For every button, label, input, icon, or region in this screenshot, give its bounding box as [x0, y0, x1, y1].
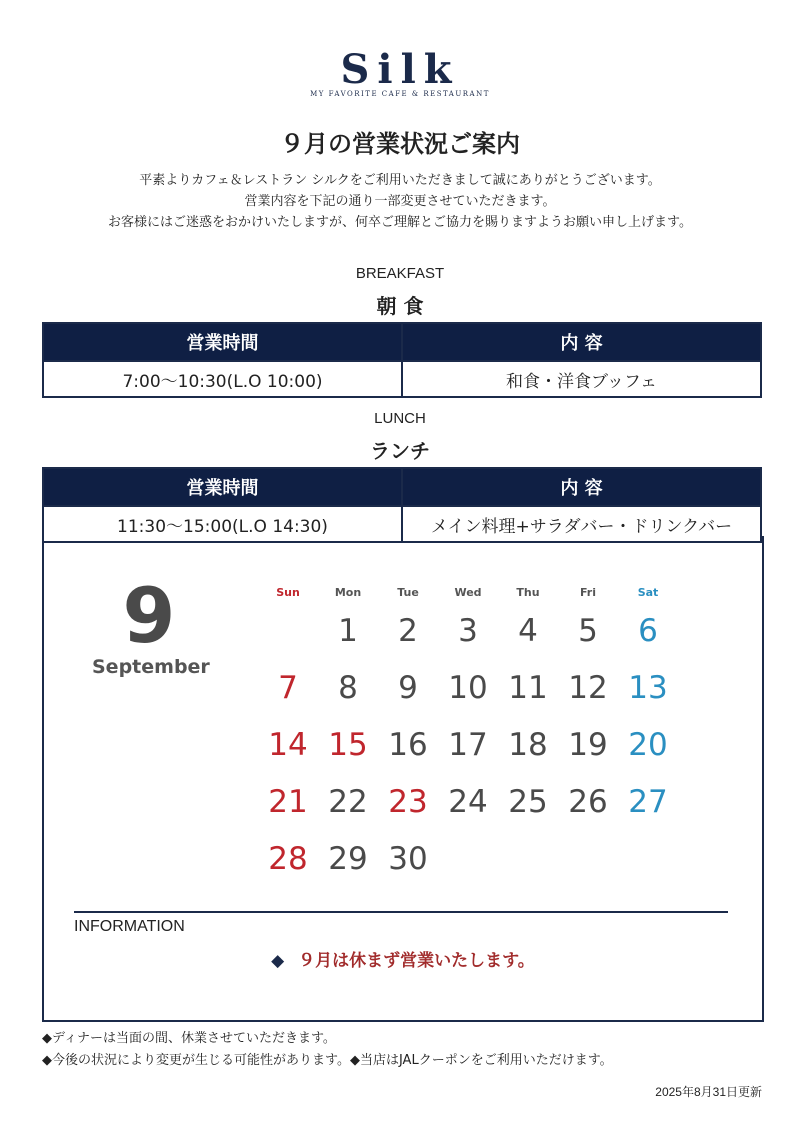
calendar-day: 3: [458, 613, 478, 649]
calendar-day: 25: [508, 784, 548, 820]
information-message: [44, 946, 762, 971]
lunch-hours-header: 営業時間: [43, 468, 402, 506]
calendar-day: 22: [328, 784, 368, 820]
intro-line: お客様にはご迷惑をおかけいたしますが、何卒ご理解とご協力を賜りますようお願い申し上げます。: [108, 215, 692, 230]
weekday-header: Tue: [397, 586, 419, 599]
calendar-day: 1: [338, 613, 358, 649]
lunch-label-ja: ランチ: [370, 439, 430, 463]
information-label: INFORMATION: [74, 918, 185, 935]
breakfast-content: 和食・洋食ブッフェ: [402, 361, 761, 397]
lunch-content: メイン料理+サラダバー・ドリンクバー: [402, 506, 761, 542]
updated-date: 2025年8月31日更新: [655, 1085, 762, 1099]
calendar-day: 8: [338, 670, 358, 706]
intro-line: 平素よりカフェ＆レストラン シルクをご利用いただきまして誠にありがとうございます。: [139, 173, 661, 188]
breakfast-hours-header: 営業時間: [43, 323, 402, 361]
weekday-header: Sun: [276, 586, 300, 599]
lunch-content-header: 内 容: [402, 468, 761, 506]
calendar-day: 10: [448, 670, 488, 706]
month-name: September: [92, 656, 210, 678]
weekday-header: Thu: [516, 586, 540, 599]
calendar-day: 15: [328, 727, 368, 763]
information-divider: [74, 911, 728, 913]
lunch-hours: 11:30〜15:00(L.O 14:30): [43, 506, 402, 542]
calendar-day: 11: [508, 670, 548, 706]
calendar-day: 13: [628, 670, 668, 706]
calendar-day: 30: [388, 841, 428, 877]
calendar-day: 16: [388, 727, 428, 763]
breakfast-hours: 7:00〜10:30(L.O 10:00): [43, 361, 402, 397]
calendar-day: 2: [398, 613, 418, 649]
page-title: ９月の営業状況ご案内: [280, 130, 520, 158]
calendar-day: 14: [268, 727, 308, 763]
calendar-day: 17: [448, 727, 488, 763]
note-line: ◆ディナーは当面の間、休業させていただきます。: [42, 1031, 336, 1046]
calendar-day: 9: [398, 670, 418, 706]
calendar-day: 29: [328, 841, 368, 877]
calendar-day: 27: [628, 784, 668, 820]
lunch-label-en: LUNCH: [374, 410, 426, 427]
calendar-day: 4: [518, 613, 538, 649]
calendar-day: 12: [568, 670, 608, 706]
calendar-day: 20: [628, 727, 668, 763]
calendar-day: 19: [568, 727, 608, 763]
lunch-table: [42, 467, 762, 543]
month-number: 9: [122, 571, 176, 660]
weekday-header: Mon: [334, 586, 362, 599]
diamond-icon: ◆: [271, 951, 285, 971]
calendar-day: 7: [278, 670, 298, 706]
weekday-header: Fri: [579, 586, 596, 599]
notes: [42, 1028, 613, 1072]
logo-wordmark: Silk: [340, 46, 460, 93]
calendar-day: 23: [388, 784, 428, 820]
information-text: ９月は休まず営業いたします。: [298, 951, 535, 971]
calendar-day: 18: [508, 727, 548, 763]
calendar-day: 28: [268, 841, 308, 877]
calendar-day: 26: [568, 784, 608, 820]
logo: [0, 48, 800, 98]
calendar-day: 5: [578, 613, 598, 649]
calendar-panel: [42, 536, 764, 1022]
logo-tagline: MY FAVORITE CAFE & RESTAURANT: [310, 90, 490, 98]
calendar-day: 21: [268, 784, 308, 820]
calendar-day: 24: [448, 784, 488, 820]
intro-line: 営業内容を下記の通り一部変更させていただきます。: [244, 194, 556, 209]
breakfast-table: [42, 322, 762, 398]
weekday-header: Sat: [637, 586, 659, 599]
calendar-day: 6: [638, 613, 658, 649]
note-line: ◆今後の状況により変更が生じる可能性があります。◆当店はJALクーポンをご利用いただけます。: [42, 1053, 613, 1068]
weekday-header: Wed: [454, 586, 482, 599]
breakfast-label-en: BREAKFAST: [355, 265, 445, 282]
intro-text: [0, 170, 800, 233]
breakfast-content-header: 内 容: [402, 323, 761, 361]
breakfast-label-ja: 朝 食: [376, 294, 424, 318]
